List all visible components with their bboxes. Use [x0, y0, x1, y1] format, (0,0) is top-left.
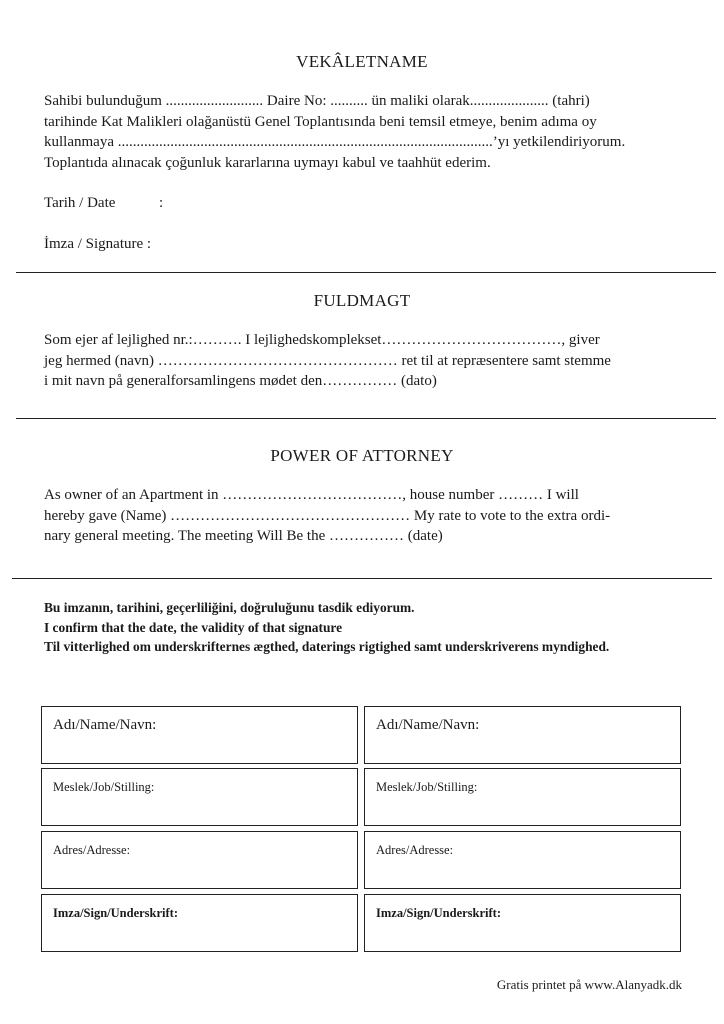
witness1-address-field[interactable] — [41, 831, 358, 889]
date-label: Tarih / Date — [44, 195, 116, 211]
turkish-body — [44, 91, 625, 173]
english-line: hereby gave (Name) ………………………………………… My rate to vote to the extra ordi- — [44, 507, 611, 524]
divider — [16, 272, 716, 273]
confirmation-text — [44, 598, 609, 657]
english-title: POWER OF ATTORNEY — [270, 446, 454, 465]
name-label: Adı/Name/Navn: — [376, 717, 480, 733]
name-label: Adı/Name/Navn: — [53, 717, 157, 733]
divider — [12, 578, 712, 579]
danish-line: jeg hermed (navn) ………………………………………… ret til at repræsentere samt stemme — [44, 352, 611, 369]
turkish-line: Toplantıda alınacak çoğunluk kararlarına uymayı kabul ve taahhüt ederim. — [44, 154, 491, 171]
turkish-line: tarihinde Kat Malikleri olağanüstü Genel Toplantısında beni temsil etmeye, benim adıma oy — [44, 113, 597, 130]
divider — [16, 418, 716, 419]
sign-label: Imza/Sign/Underskrift: — [53, 906, 178, 920]
address-label: Adres/Adresse: — [376, 843, 454, 857]
witness1-sign-field[interactable] — [41, 894, 358, 952]
turkish-line: Sahibi bulunduğum .......................... Daire No: .......... ün maliki olarak..................... (tahri) — [44, 93, 590, 109]
date-colon: : — [159, 195, 164, 211]
footer-credit: Gratis printet på www.Alanyadk.dk — [496, 977, 682, 992]
witness2-address-field[interactable] — [364, 831, 681, 889]
witness2-name-field[interactable] — [364, 706, 681, 764]
job-label: Meslek/Job/Stilling: — [376, 780, 478, 794]
witness2-sign-field[interactable] — [364, 894, 681, 952]
confirmation-line: Bu imzanın, tarihini, geçerliliğini, doğruluğunu tasdik ediyorum. — [44, 600, 415, 615]
english-line: nary general meeting. The meeting Will Be the …………… (date) — [44, 528, 443, 544]
job-label: Meslek/Job/Stilling: — [53, 780, 155, 794]
address-label: Adres/Adresse: — [53, 843, 131, 857]
english-body — [44, 485, 610, 547]
signature-label: İmza / Signature : — [44, 236, 152, 252]
turkish-line: kullanmaya ....................................................................................................’yı yetkilendiriyorum. — [44, 134, 626, 150]
sign-label: Imza/Sign/Underskrift: — [376, 906, 501, 920]
english-line: As owner of an Apartment in ………………………………, house number ……… I will — [44, 487, 579, 503]
witness1-job-field[interactable] — [41, 768, 358, 826]
turkish-title: VEKÂLETNAME — [296, 52, 428, 71]
danish-line: i mit navn på generalforsamlingens mødet den…………… (dato) — [44, 373, 437, 389]
witness2-job-field[interactable] — [364, 768, 681, 826]
confirmation-line: Til vitterlighed om underskrifternes ægthed, daterings rigtighed samt underskriverens myndighed. — [44, 639, 610, 654]
danish-body — [44, 330, 611, 392]
witness1-name-field[interactable] — [41, 706, 358, 764]
confirmation-line: I confirm that the date, the validity of that signature — [44, 619, 343, 635]
danish-line: Som ejer af lejlighed nr.:………. I lejlighedskomplekset………………………………, giver — [44, 332, 600, 348]
danish-title: FULDMAGT — [313, 291, 411, 310]
